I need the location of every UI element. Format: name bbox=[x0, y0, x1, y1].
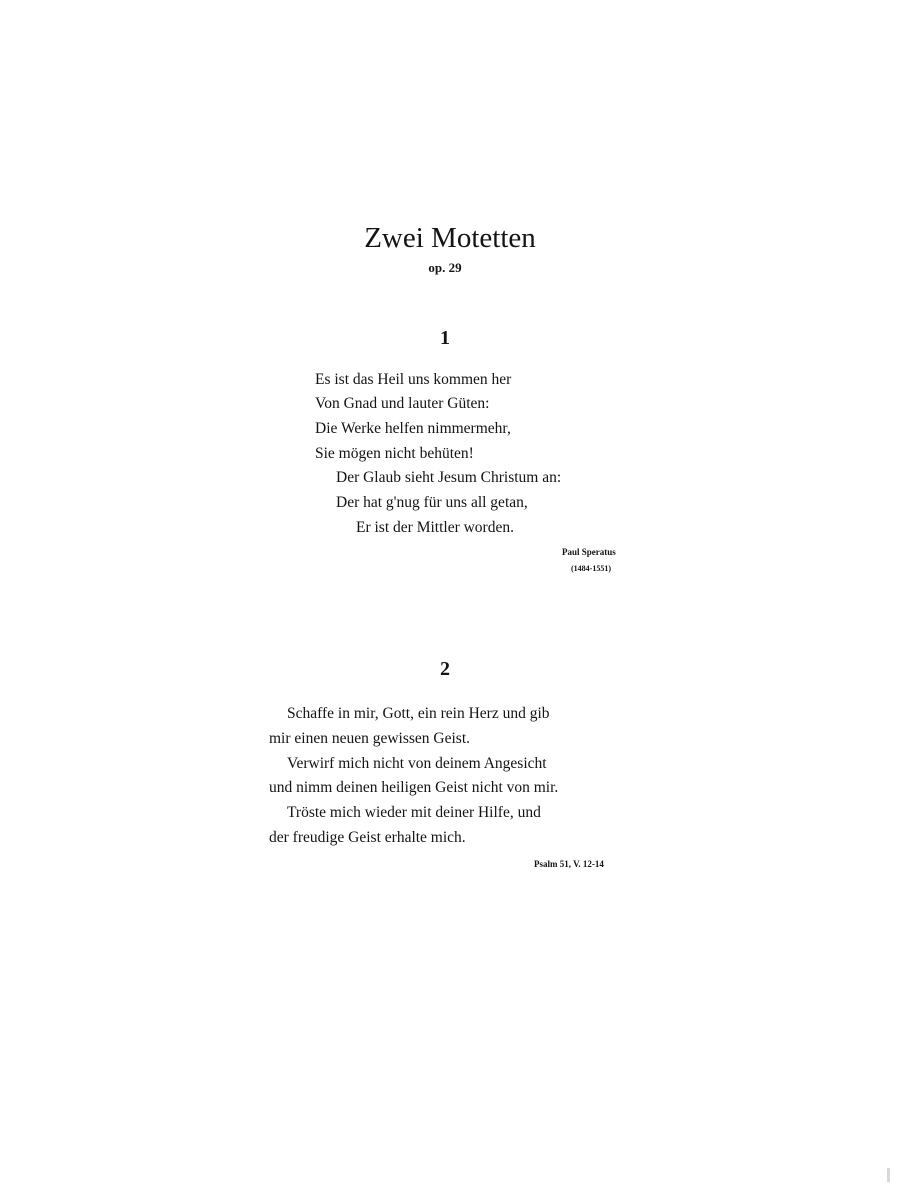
poem-1-attribution: Paul Speratus bbox=[562, 547, 616, 557]
page-title: Zwei Motetten bbox=[364, 222, 536, 254]
psalm-line-1: Schaffe in mir, Gott, ein rein Herz und gib bbox=[287, 705, 550, 722]
poem-1-line-2: Von Gnad und lauter Güten: bbox=[315, 395, 490, 412]
psalm-line-5: Tröste mich wieder mit deiner Hilfe, und bbox=[287, 804, 541, 821]
poem-1-line-1: Es ist das Heil uns kommen her bbox=[315, 371, 512, 388]
section-number-1: 1 bbox=[440, 327, 450, 349]
psalm-attribution: Psalm 51, V. 12-14 bbox=[534, 859, 604, 869]
opus-number: op. 29 bbox=[428, 260, 462, 275]
poem-1-attribution-dates: (1484-1551) bbox=[571, 564, 611, 573]
scan-edge-mark bbox=[887, 1168, 890, 1182]
section-number-2: 2 bbox=[440, 658, 450, 680]
psalm-line-4: und nimm deinen heiligen Geist nicht von mir. bbox=[269, 779, 559, 796]
psalm-line-2: mir einen neuen gewissen Geist. bbox=[269, 730, 471, 747]
poem-1-line-7: Er ist der Mittler worden. bbox=[356, 519, 514, 536]
psalm-line-6: der freudige Geist erhalte mich. bbox=[269, 829, 466, 846]
poem-1-line-5: Der Glaub sieht Jesum Christum an: bbox=[336, 469, 562, 486]
psalm-line-3: Verwirf mich nicht von deinem Angesicht bbox=[287, 755, 547, 772]
poem-1-line-6: Der hat g'nug für uns all getan, bbox=[336, 494, 528, 511]
poem-1-line-4: Sie mögen nicht behüten! bbox=[315, 445, 474, 462]
poem-1-line-3: Die Werke helfen nimmermehr, bbox=[315, 420, 511, 437]
